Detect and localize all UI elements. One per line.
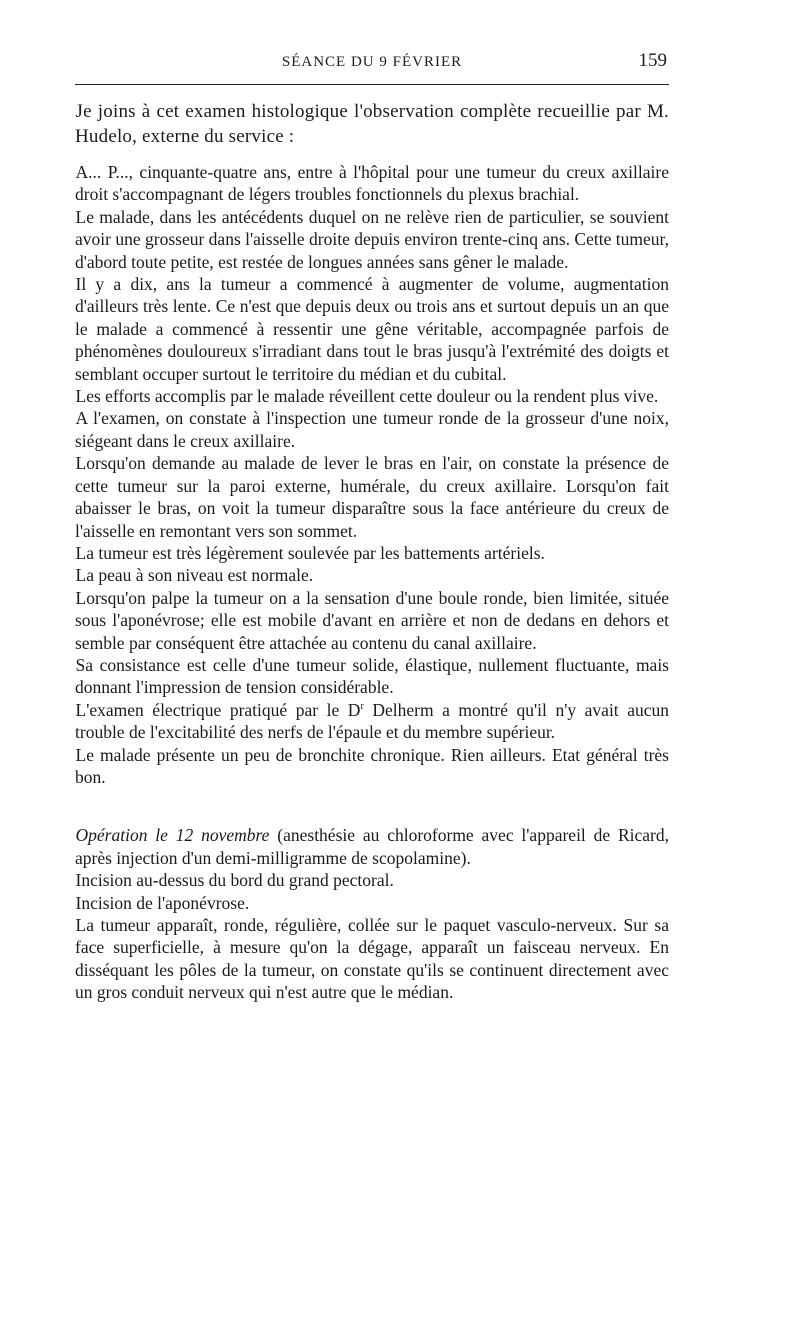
observation-paragraph: Lorsqu'on demande au malade de lever le bras en l'air, on constate la présence de cette tumeur sur la paroi externe, humérale, du creux axillaire. Lorsqu'on fait abaisser le bras, on voit la tumeur disparaître sous la face antérieure du creux de l'aisselle en remontant vers son sommet.	[75, 453, 669, 541]
operation-lead-text: (anesthésie au chloroforme avec l'appareil de Ricard, après injection d'un demi-milligramme de scopolamine).	[75, 825, 669, 868]
operation-paragraph: La tumeur apparaît, ronde, régulière, collée sur le paquet vasculo-nerveux. Sur sa face superficielle, à mesure qu'on la dégage, apparaît un faisceau nerveux. En disséquant les pôles de la tumeur, on constate qu'ils se continuent directement avec un gros conduit nerveux qui n'est autre que le médian.	[75, 915, 669, 1003]
observation-paragraph: La peau à son niveau est normale.	[75, 565, 314, 586]
page-header	[75, 46, 669, 85]
observation-paragraph: Lorsqu'on palpe la tumeur on a la sensation d'une boule ronde, bien limitée, située sous l'aponévrose; elle est mobile d'avant en arrière et non de dedans en dehors et semble par conséquent être attachée au contenu du canal axillaire.	[75, 587, 669, 653]
observation-paragraph: La tumeur est très légèrement soulevée par les battements artériels.	[75, 542, 545, 563]
intro-paragraph: Je joins à cet examen histologique l'observation complète recueillie par M. Hudelo, externe du service :	[75, 101, 669, 147]
observation-paragraph: Les efforts accomplis par le malade réveillent cette douleur ou la rendent plus vive.	[75, 386, 659, 407]
electrical-exam-text-cont: Delherm a montré qu'il n'y avait aucun trouble de l'excitabilité des nerfs de l'épaule et du membre supérieur.	[75, 699, 669, 743]
observation-paragraph: Sa consistance est celle d'une tumeur solide, élastique, nullement fluctuante, mais donnant l'impression de tension considérable.	[75, 654, 669, 698]
observation-paragraph	[75, 699, 669, 744]
observation-paragraph: Il y a dix, ans la tumeur a commencé à augmenter de volume, augmentation d'ailleurs très lente. Ce n'est que depuis deux ou trois ans et surtout depuis un an que le malade a commencé à ressentir une gêne véritable, accompagnée parfois de phénomènes douloureux s'irradiant dans tout le bras jusqu'à l'extrémité des doigts et semblant occuper surtout le territoire du médian et du cubital.	[75, 274, 669, 384]
operation-paragraph	[75, 824, 669, 869]
observation-paragraph: Le malade, dans les antécédents duquel on ne relève rien de particulier, se souvient avoir une grosseur dans l'aisselle droite depuis environ trente-cinq ans. Cette tumeur, d'abord toute petite, est restée de longues années sans gêner le malade.	[75, 206, 669, 272]
observation-paragraph: Le malade présente un peu de bronchite chronique. Rien ailleurs. Etat général très bon.	[75, 744, 669, 787]
book-page	[75, 46, 669, 1004]
observation-paragraph: A l'examen, on constate à l'inspection une tumeur ronde de la grosseur d'une noix, siégeant dans le creux axillaire.	[75, 408, 669, 451]
operation-date-heading: Opération le 12 novembre	[75, 825, 270, 846]
page-number: 159	[638, 50, 667, 71]
running-head: SÉANCE DU 9 FÉVRIER	[281, 54, 463, 70]
doctor-abbrev-superscript: r	[360, 700, 364, 712]
electrical-exam-text: L'examen électrique pratiqué par le D	[75, 699, 361, 720]
body-text	[75, 99, 669, 1004]
observation-paragraph: A... P..., cinquante-quatre ans, entre à l'hôpital pour une tumeur du creux axillaire droit s'accompagnant de légers troubles fonctionnels du plexus brachial.	[75, 162, 669, 205]
operation-paragraph: Incision de l'aponévrose.	[75, 892, 250, 913]
operation-paragraph: Incision au-dessus du bord du grand pectoral.	[75, 870, 394, 891]
